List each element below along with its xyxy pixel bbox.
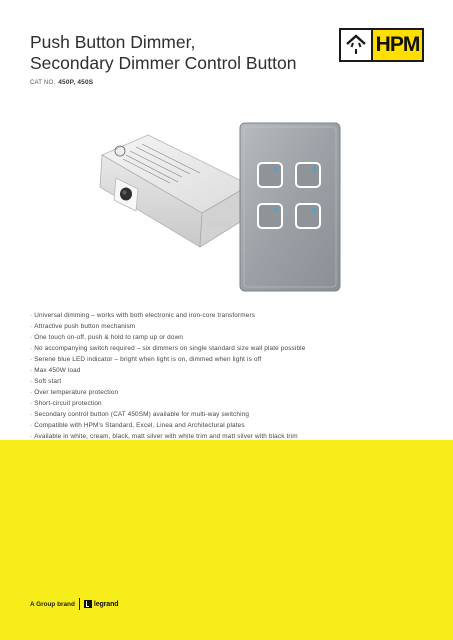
title-line-1: Push Button Dimmer,: [30, 31, 196, 52]
feature-item: · Max 450W load: [30, 365, 440, 376]
hpm-wordmark: HPM: [373, 30, 422, 60]
feature-item: · Attractive push button mechanism: [30, 321, 440, 332]
cat-value: 450P, 450S: [58, 79, 94, 86]
feature-item: · Available in white, cream, black, matt silver with white trim and matt silver with black trim: [30, 431, 440, 442]
cat-label: CAT NO.: [30, 80, 56, 86]
feature-item: · Compatible with HPM's Standard, Excel, Linea and Architectural plates: [30, 420, 440, 431]
wall-plate-image: [235, 120, 345, 295]
legrand-wordmark: legrand: [93, 600, 119, 608]
feature-item: · Soft start: [30, 376, 440, 387]
group-brand-text: A Group brand: [30, 600, 75, 608]
feature-item: · Universal dimming – works with both electronic and iron-core transformers: [30, 310, 440, 321]
footer-brand: [30, 598, 118, 610]
brand-divider: [79, 598, 80, 610]
feature-item: · Serene blue LED indicator – bright when light is on, dimmed when light is off: [30, 354, 440, 365]
hpm-logo: [339, 28, 424, 62]
feature-item: · No accompanying switch required – six dimmers on single standard size wall plate possible: [30, 343, 440, 354]
yellow-footer-band: [0, 440, 453, 640]
feature-item: · One touch on-off, push & hold to ramp up or down: [30, 332, 440, 343]
feature-item: · Secondary control button (CAT 450SM) available for multi-way switching: [30, 409, 440, 420]
feature-item: · Over temperature protection: [30, 387, 440, 398]
feature-list: [30, 310, 440, 442]
title-line-2: Secondary Dimmer Control Button: [30, 52, 297, 73]
legrand-logo: [84, 600, 119, 608]
legrand-mark-icon: [84, 600, 92, 608]
catalogue-number: [30, 79, 93, 86]
house-plug-icon: [341, 30, 371, 60]
page-title: [30, 32, 330, 74]
feature-item: · Short-circuit protection: [30, 398, 440, 409]
